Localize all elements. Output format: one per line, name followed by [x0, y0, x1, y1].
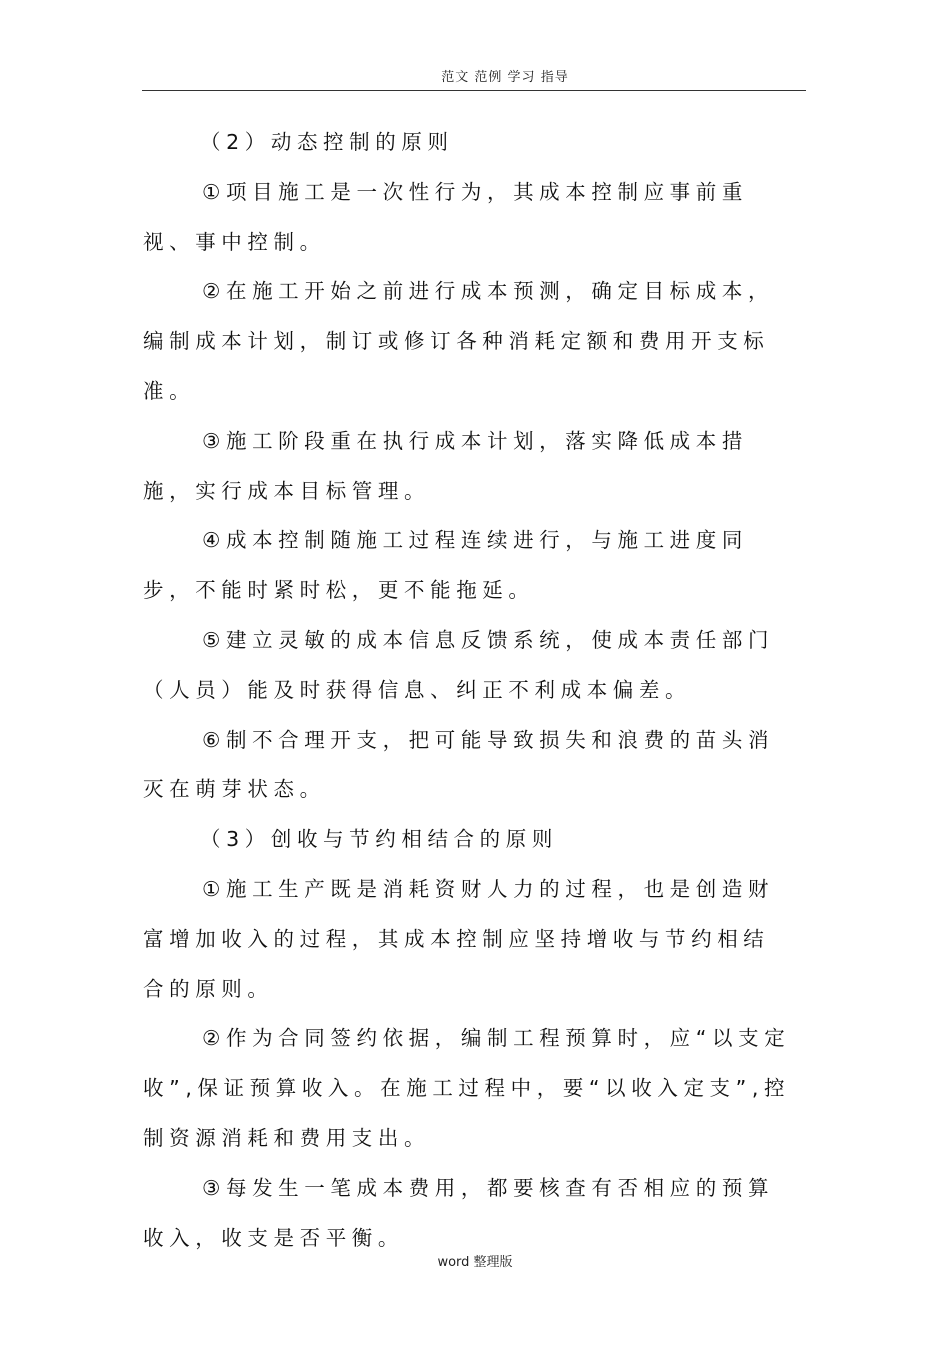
paragraph: ④成本控制随施工过程连续进行，与施工进度同步，不能时紧时松，更不能拖延。 [143, 528, 748, 603]
paragraph: ③施工阶段重在执行成本计划，落实降低成本措施，实行成本目标管理。 [143, 428, 748, 503]
section-heading: （3）创收与节约相结合的原则 [200, 827, 558, 852]
header-divider [142, 90, 806, 91]
paragraph: ②作为合同签约依据，编制工程预算时，应“以支定收”,保证预算收入。在施工过程中，要“以收入定支”,控制资源消耗和费用支出。 [143, 1026, 791, 1150]
page-footer: word 整理版 [437, 1255, 513, 1270]
paragraph: ⑤建立灵敏的成本信息反馈系统，使成本责任部门（人员）能及时获得信息、纠正不利成本偏差。 [143, 627, 775, 702]
paragraph: ①项目施工是一次性行为，其成本控制应事前重视、事中控制。 [143, 179, 748, 254]
paragraph: ③每发生一笔成本费用，都要核查有否相应的预算收入，收支是否平衡。 [143, 1175, 775, 1250]
paragraph: ⑥制不合理开支，把可能导致损失和浪费的苗头消灭在萌芽状态。 [143, 727, 775, 802]
paragraph: ②在施工开始之前进行成本预测，确定目标成本，编制成本计划，制订或修订各种消耗定额和费用开支标准。 [143, 279, 775, 403]
document-body [143, 118, 793, 1263]
page-header: 范文 范例 学习 指导 [441, 70, 569, 85]
paragraph: ①施工生产既是消耗资财人力的过程，也是创造财富增加收入的过程，其成本控制应坚持增收与节约相结合的原则。 [143, 876, 775, 1001]
section-heading: （2）动态控制的原则 [200, 130, 454, 154]
